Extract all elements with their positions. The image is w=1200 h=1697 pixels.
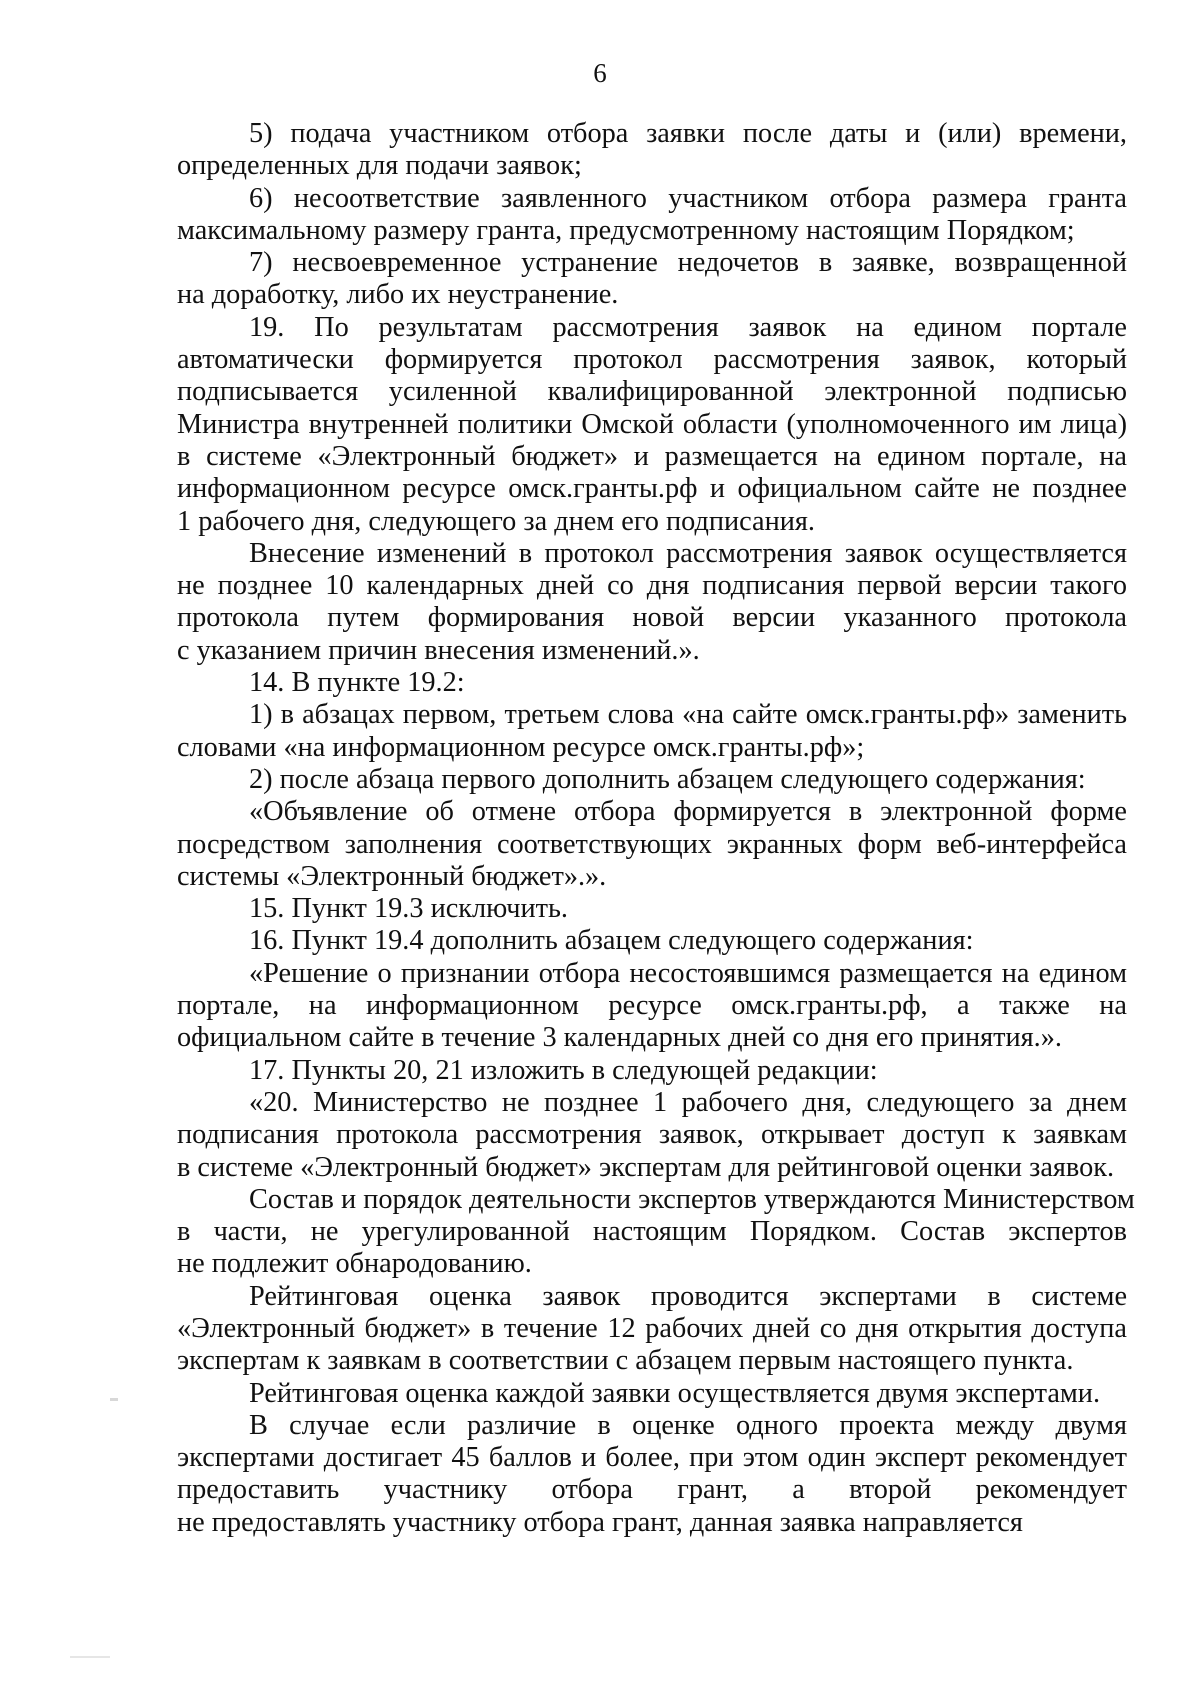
text-line: 7) несвоевременное устранение недочетов в заявке, возвращенной — [249, 247, 1127, 279]
text-line: предоставить участнику отбора грант, а второй рекомендует — [177, 1474, 1127, 1506]
text-line: «Объявление об отмене отбора формируется в электронной форме — [249, 796, 1127, 828]
text-line: на доработку, либо их неустранение. — [177, 279, 619, 311]
text-line: 2) после абзаца первого дополнить абзацем следующего содержания: — [249, 763, 1086, 795]
text-line: не подлежит обнародованию. — [177, 1248, 532, 1280]
paragraph — [177, 1410, 1127, 1539]
paragraph — [177, 1183, 1135, 1281]
text-line: Внесение изменений в протокол рассмотрения заявок осуществляется — [249, 537, 1127, 569]
page-number: 6 — [593, 58, 607, 88]
text-line: в системе «Электронный бюджет» экспертам для рейтинговой оценки заявок. — [177, 1151, 1115, 1183]
paragraph — [177, 312, 1127, 538]
text-line: в части, не урегулированной настоящим Порядком. Состав экспертов — [177, 1216, 1127, 1248]
text-line: 1) в абзацах первом, третьем слова «на сайте омск.гранты.рф» заменить — [249, 699, 1127, 731]
text-line: с указанием причин внесения изменений.». — [177, 634, 700, 666]
scan-artifact — [70, 1656, 110, 1658]
text-line: автоматически формируется протокол рассмотрения заявок, который — [177, 344, 1127, 376]
paragraph — [177, 538, 1127, 667]
text-line: экспертам к заявкам в соответствии с абзацем первым настоящего пункта. — [177, 1345, 1074, 1377]
text-line: не предоставлять участнику отбора грант, данная заявка направляется — [177, 1506, 1023, 1538]
paragraph — [177, 893, 1127, 925]
text-line: экспертами достигает 45 баллов и более, при этом один эксперт рекомендует — [177, 1442, 1127, 1474]
paragraph — [177, 925, 1127, 957]
text-line: 14. В пункте 19.2: — [249, 667, 465, 699]
text-line: протокола путем формирования новой версии указанного протокола — [177, 602, 1127, 634]
text-line: Рейтинговая оценка заявок проводится экспертами в системе — [249, 1280, 1127, 1312]
text-line: «20. Министерство не позднее 1 рабочего дня, следующего за днем — [249, 1086, 1127, 1118]
text-line: определенных для подачи заявок; — [177, 150, 582, 182]
text-line: 15. Пункт 19.3 исключить. — [249, 893, 568, 925]
scan-artifact — [110, 1398, 118, 1401]
paragraph — [177, 247, 1127, 312]
paragraph — [177, 1281, 1127, 1378]
paragraph — [177, 1055, 1127, 1087]
text-line: посредством заполнения соответствующих экранных форм веб-интерфейса — [177, 828, 1127, 860]
text-line: 6) несоответствие заявленного участником отбора размера гранта — [249, 182, 1127, 214]
text-line: Состав и порядок деятельности экспертов утверждаются Министерством — [249, 1183, 1135, 1215]
text-line: «Электронный бюджет» в течение 12 рабочих дней со дня открытия доступа — [177, 1312, 1127, 1344]
text-line: В случае если различие в оценке одного проекта между двумя — [249, 1409, 1127, 1441]
text-line: подписывается усиленной квалифицированной электронной подписью — [177, 376, 1127, 408]
paragraph — [177, 1087, 1127, 1184]
text-line: максимальному размеру гранта, предусмотренному настоящим Порядком; — [177, 214, 1075, 246]
text-line: словами «на информационном ресурсе омск.гранты.рф»; — [177, 731, 865, 763]
paragraph — [177, 699, 1127, 764]
text-line: подписания протокола рассмотрения заявок, открывает доступ к заявкам — [177, 1119, 1127, 1151]
paragraph — [177, 1378, 1127, 1410]
text-line: в системе «Электронный бюджет» и размещается на едином портале, на — [177, 440, 1127, 472]
text-line: 17. Пункты 20, 21 изложить в следующей редакции: — [249, 1054, 878, 1086]
text-line: 16. Пункт 19.4 дополнить абзацем следующего содержания: — [249, 925, 974, 957]
text-line: 19. По результатам рассмотрения заявок на едином портале — [249, 311, 1127, 343]
text-line: 5) подача участником отбора заявки после даты и (или) времени, — [249, 118, 1127, 149]
text-line: информационном ресурсе омск.гранты.рф и официальном сайте не позднее — [177, 473, 1127, 505]
paragraph — [177, 667, 1127, 699]
text-line: Министра внутренней политики Омской области (уполномоченного им лица) — [177, 408, 1127, 440]
paragraph — [177, 796, 1127, 893]
document-body — [177, 118, 1135, 1539]
text-line: системы «Электронный бюджет».». — [177, 860, 607, 892]
text-line: «Решение о признании отбора несостоявшимся размещается на едином — [249, 957, 1127, 989]
text-line: официальном сайте в течение 3 календарных дней со дня его принятия.». — [177, 1022, 1062, 1054]
text-line: портале, на информационном ресурсе омск.гранты.рф, а также на — [177, 990, 1127, 1022]
paragraph — [177, 183, 1127, 248]
paragraph — [177, 764, 1127, 796]
paragraph — [177, 118, 1127, 183]
text-line: не позднее 10 календарных дней со дня подписания первой версии такого — [177, 570, 1127, 602]
text-line: 1 рабочего дня, следующего за днем его подписания. — [177, 505, 815, 537]
paragraph — [177, 958, 1127, 1055]
text-line: Рейтинговая оценка каждой заявки осуществляется двумя экспертами. — [249, 1377, 1101, 1409]
